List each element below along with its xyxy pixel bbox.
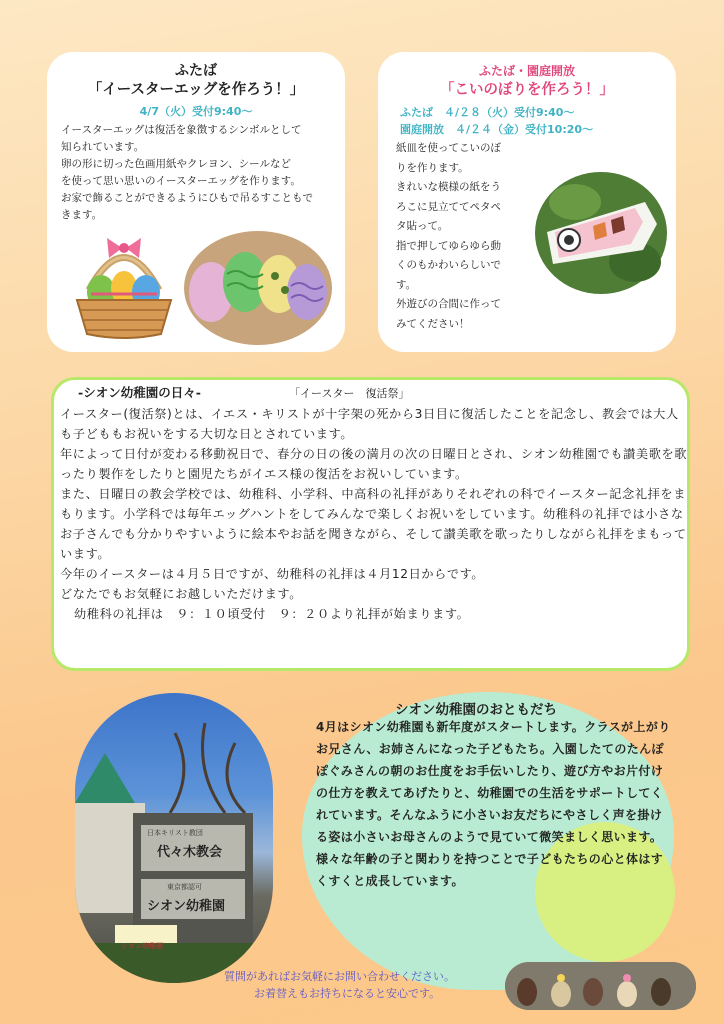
eggs-craft-photo <box>183 230 333 346</box>
card2-schedule-futaba: ふたば ４/２８（火）受付9:40～ <box>400 106 575 119</box>
card2-body-line: みてください！ <box>396 317 470 330</box>
card2-body-line: きれいな模様の紙をう <box>396 181 501 193</box>
card1-body-line: 知られています。 <box>61 141 145 153</box>
poster-text: シオン幼稚園 <box>121 942 163 950</box>
card2-title-line1: ふたば・園庭開放 <box>478 64 575 78</box>
article-paragraph: どなたでもお気軽にお越しいただけます。 <box>60 587 302 601</box>
koinobori-card <box>378 52 676 352</box>
sign-church-line1: 日本キリスト教団 <box>147 829 203 837</box>
footer-note <box>224 968 455 1002</box>
friends-title: シオン幼稚園のおともだち <box>395 702 557 718</box>
card1-date: 4/7（火）受付9:40～ <box>139 105 253 118</box>
kindergarten-building-photo <box>75 693 273 983</box>
card1-body-line: お家で飾ることができるようにひもで吊るすこともで <box>61 192 313 204</box>
article-paragraph: 今年のイースターは４月５日ですが、幼稚科の礼拝は４月12日からです。 <box>60 567 485 581</box>
card2-body-line: ろこに見立ててペタペ <box>396 200 501 213</box>
article-subheading: 「イースター 復活祭」 <box>289 387 410 400</box>
easter-article-panel <box>51 377 690 671</box>
footer-line1: 質問があればお気軽にお問い合わせください。 <box>224 970 455 983</box>
sign-kindergarten-name: シオン幼稚園 <box>147 899 226 914</box>
article-body <box>60 404 688 624</box>
sign-church-name: 代々木教会 <box>157 845 223 860</box>
card2-body-line: りを作ります。 <box>396 161 469 174</box>
card2-schedule-garden: 園庭開放 ４/２４（金）受付10:20～ <box>400 123 594 136</box>
card1-body-line: きます。 <box>61 209 103 221</box>
card2-body-line: くのもかわいらしいで <box>396 259 501 271</box>
building-photo-art <box>75 693 273 983</box>
card1-title-line1: ふたば <box>175 63 217 79</box>
card2-body-line: す。 <box>396 278 417 291</box>
easter-egg-card <box>47 52 345 352</box>
card1-body <box>61 122 336 224</box>
card2-body-line: 指で押してゆらゆら動 <box>396 239 501 252</box>
footer-line2: お着替えもお持ちになると安心です。 <box>254 987 441 1000</box>
sign-kindergarten-line1: 東京都認可 <box>167 883 202 891</box>
card1-title-line2: 「イースターエッグを作ろう！」 <box>87 82 305 98</box>
article-paragraph: また、日曜日の教会学校では、幼稚科、小学科、中高科の礼拝がありそれぞれの科でイースター記念礼拝をまもります。小学科では毎年エッグハントをしてみんなで楽しくお祝いをしています。幼稚科の礼拝では小さなお子さんでも分かりやすいように絵本やお話を聞きながら、そして讃美歌を歌ったりしながら礼拝をまもっています。 <box>60 487 687 561</box>
card2-body-line: タ貼って。 <box>396 220 449 232</box>
crafts-photo-art <box>505 962 696 1010</box>
article-paragraph: 年によって日付が変わる移動祝日で、春分の日の後の満月の次の日曜日とされ、シオン幼稚園でも讃美歌を歌ったり製作をしたりと園児たちがイエス様の復活をお祝いしています。 <box>60 447 688 481</box>
card2-body-line: 外遊びの合間に作って <box>396 298 501 310</box>
card2-schedule <box>400 104 593 138</box>
koinobori-photo <box>535 172 667 294</box>
card1-body-line: を使って思い思いのイースターエッグを作ります。 <box>61 175 301 187</box>
worship-time-note: 幼稚科の礼拝は ９：１０頃受付 ９：２０より礼拝が始まります。 <box>74 607 470 621</box>
friends-body: 4月はシオン幼稚園も新年度がスタートします。クラスが上がりお兄さん、お姉さんになった子どもたち。入園したてのたんぽぽぐみさんの朝のお仕度をお手伝いしたり、遊び方やお片付けの仕方を教えてあげたりと、幼稚園での生活をサポートしてくれています。そんなふうに小さいお友だちにやさしく声を掛ける姿は小さいお母さんのようで見ていて微笑ましく思います。様々な年齢の子と関わりを持つことで子どもたちの心と体はすくすくと成長しています。 <box>316 720 671 888</box>
card1-body-line: イースターエッグは復活を象徴するシンボルとして <box>61 124 302 136</box>
easter-basket-illustration <box>69 230 179 340</box>
card2-body <box>396 139 546 334</box>
children-crafts-photo <box>505 962 696 1010</box>
card1-body-line: 卵の形に切った色画用紙やクレヨン、シールなど <box>61 158 291 170</box>
article-heading: -シオン幼稚園の日々- <box>78 385 201 400</box>
card2-body-line: 紙皿を使ってこいのぼ <box>396 142 501 154</box>
card2-title-line2: 「こいのぼりを作ろう！」 <box>440 82 614 98</box>
article-paragraph: イースター(復活祭)とは、イエス・キリストが十字架の死から3日目に復活したことを記念し、教会では大人も子どももお祝いをする大切な日とされています。 <box>60 407 679 441</box>
